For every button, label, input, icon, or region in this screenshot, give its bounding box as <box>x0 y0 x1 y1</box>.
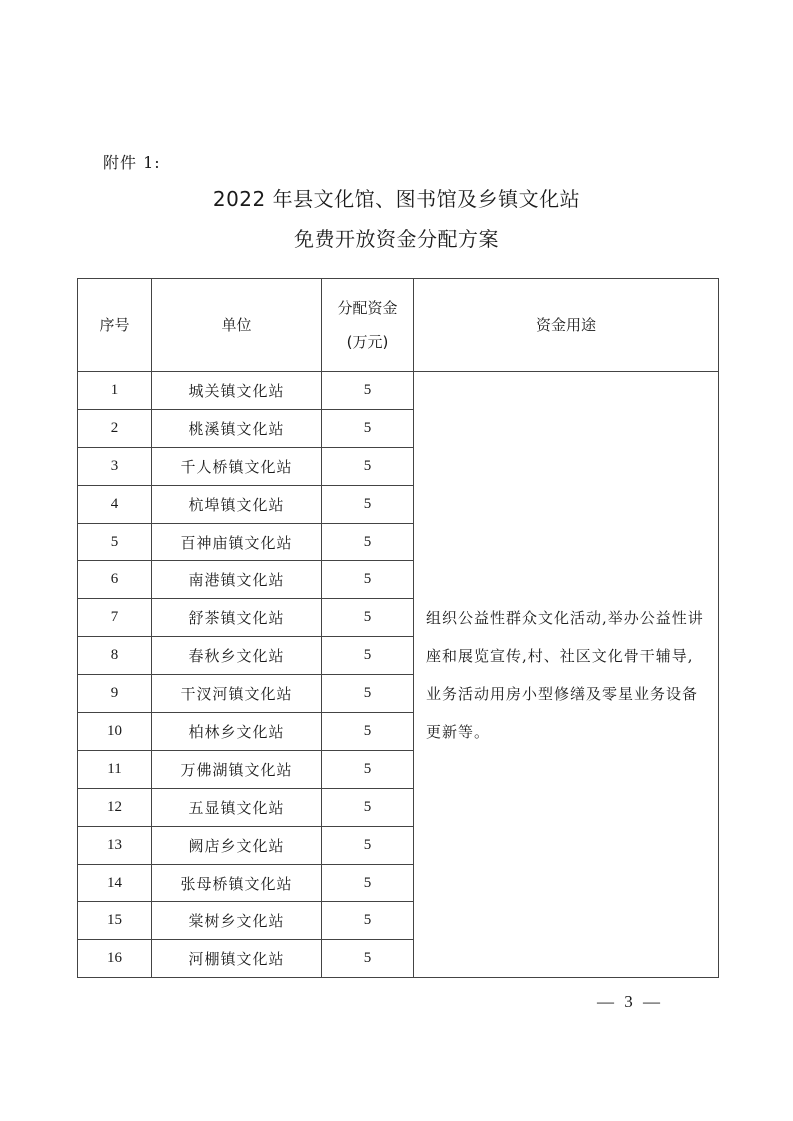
row-unit: 干汊河镇文化站 <box>152 675 322 713</box>
row-amount: 5 <box>322 523 414 561</box>
row-index: 12 <box>78 788 152 826</box>
row-unit: 春秋乡文化站 <box>152 637 322 675</box>
row-unit: 百神庙镇文化站 <box>152 523 322 561</box>
document-title-line-2: 免费开放资金分配方案 <box>294 227 499 251</box>
row-index: 4 <box>78 485 152 523</box>
row-index: 13 <box>78 826 152 864</box>
row-index: 2 <box>78 409 152 447</box>
row-index: 3 <box>78 447 152 485</box>
row-amount: 5 <box>322 940 414 978</box>
row-amount: 5 <box>322 485 414 523</box>
row-unit: 南港镇文化站 <box>152 561 322 599</box>
row-unit: 桃溪镇文化站 <box>152 409 322 447</box>
row-unit: 棠树乡文化站 <box>152 902 322 940</box>
row-amount: 5 <box>322 826 414 864</box>
row-index: 6 <box>78 561 152 599</box>
table-row <box>78 372 719 410</box>
header-amount <box>322 279 414 372</box>
row-unit: 阙店乡文化站 <box>152 826 322 864</box>
row-amount: 5 <box>322 902 414 940</box>
allocation-table <box>77 278 719 978</box>
usage-description: 组织公益性群众文化活动,举办公益性讲座和展览宣传,村、社区文化骨干辅导,业务活动用房小型修缮及零星业务设备更新等。 <box>414 372 719 978</box>
row-index: 1 <box>78 372 152 410</box>
header-amount-line-2: (万元) <box>346 333 389 351</box>
row-amount: 5 <box>322 409 414 447</box>
table-header-row <box>78 279 719 372</box>
row-index: 9 <box>78 675 152 713</box>
row-amount: 5 <box>322 561 414 599</box>
row-index: 11 <box>78 750 152 788</box>
row-unit: 万佛湖镇文化站 <box>152 750 322 788</box>
row-amount: 5 <box>322 675 414 713</box>
row-index: 5 <box>78 523 152 561</box>
row-unit: 杭埠镇文化站 <box>152 485 322 523</box>
row-amount: 5 <box>322 864 414 902</box>
header-usage: 资金用途 <box>414 279 719 372</box>
row-index: 7 <box>78 599 152 637</box>
attachment-label: 附件 1: <box>103 153 161 172</box>
row-unit: 柏林乡文化站 <box>152 713 322 751</box>
page-number: — 3 — <box>597 992 663 1011</box>
row-amount: 5 <box>322 637 414 675</box>
row-unit: 舒茶镇文化站 <box>152 599 322 637</box>
row-index: 14 <box>78 864 152 902</box>
row-amount: 5 <box>322 599 414 637</box>
row-amount: 5 <box>322 447 414 485</box>
header-index: 序号 <box>78 279 152 372</box>
document-title-line-1: 2022 年县文化馆、图书馆及乡镇文化站 <box>212 187 581 211</box>
row-amount: 5 <box>322 788 414 826</box>
row-index: 10 <box>78 713 152 751</box>
row-unit: 张母桥镇文化站 <box>152 864 322 902</box>
row-unit: 河棚镇文化站 <box>152 940 322 978</box>
row-amount: 5 <box>322 713 414 751</box>
row-unit: 千人桥镇文化站 <box>152 447 322 485</box>
header-amount-line-1: 分配资金 <box>337 299 398 317</box>
header-unit: 单位 <box>152 279 322 372</box>
row-index: 15 <box>78 902 152 940</box>
row-amount: 5 <box>322 372 414 410</box>
row-index: 8 <box>78 637 152 675</box>
row-unit: 五显镇文化站 <box>152 788 322 826</box>
row-amount: 5 <box>322 750 414 788</box>
row-unit: 城关镇文化站 <box>152 372 322 410</box>
row-index: 16 <box>78 940 152 978</box>
